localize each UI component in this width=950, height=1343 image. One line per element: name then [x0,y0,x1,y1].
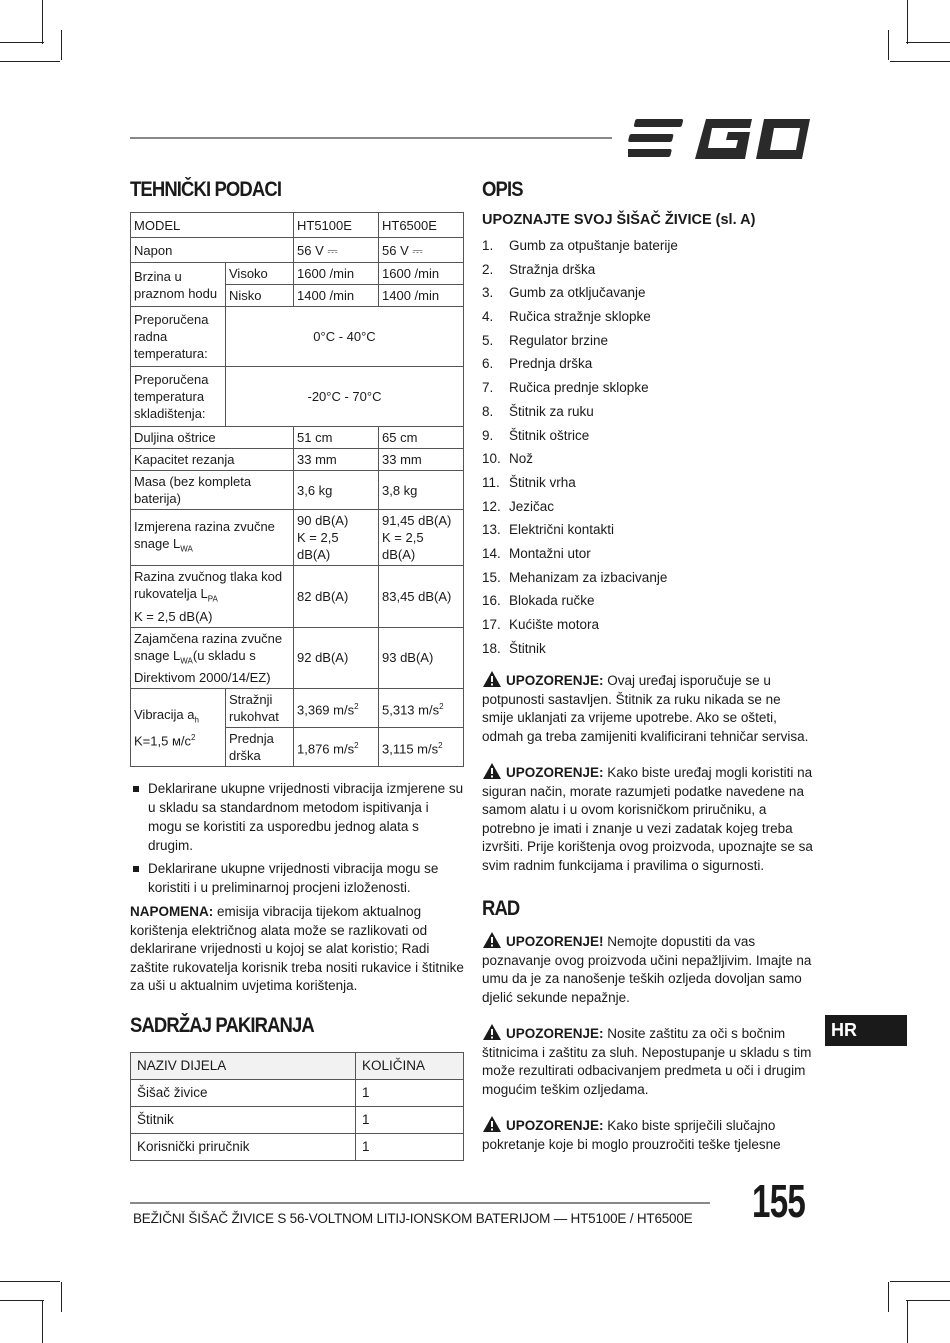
language-tab: HR [825,1015,907,1046]
sound-pressure-value: 83,45 dB(A) [379,566,464,628]
header-rule [130,137,612,139]
warning-icon [482,931,502,949]
warning-icon [482,762,502,780]
crop-mark [906,1300,950,1301]
speed-value: 1400 /min [294,285,379,307]
warning-paragraph: UPOZORENJE: Nosite zaštitu za oči s bočnim štitnicima i zaštitu za sluh. Nepostupanje u skladu s tim može rezultirati odbacivanjem predmeta u oči i drugim mogućim teškim ozljedama. [482,1023,814,1099]
guaranteed-sound-value: 93 dB(A) [379,627,464,689]
spec-table [130,212,464,767]
list-item: 4. Ručica stražnje sklopke [482,309,651,325]
tech-data-heading: TEHNIČKI PODACI [130,178,282,201]
mass-label: Masa (bez kompleta baterija) [131,471,294,510]
vibration-notes [130,779,464,897]
crop-mark [888,30,889,60]
operation-heading: RAD [482,897,520,921]
list-item: 12. Jezičac [482,498,555,514]
ego-logo [628,117,814,159]
footer-title: BEŽIČNI ŠIŠAČ ŽIVICE S 56-VOLTNOM LITIJ-IONSKOM BATERIJOM — HT5100E / HT6500E [133,1211,693,1226]
cut-capacity-label: Kapacitet rezanja [131,449,294,471]
crop-mark [890,61,950,62]
note-paragraph: NAPOMENA: emisija vibracija tijekom aktualnog korištenja električnog alata može se razlikovati od deklarirane vrijednosti u kojoj se alat koristio; Radi zaštite rukovatelja korisnik treba nositi rukavice i štitnike za uši u aktualnim uvjetima korištenja. [130,904,464,994]
part-qty: 1 [356,1133,464,1160]
crop-mark [0,1300,44,1301]
vibration-label: Vibracija $a_h$ K=1,5 $м/с^2$ [131,689,226,767]
speed-value: 1600 /min [294,263,379,285]
parts-list [482,234,814,660]
list-item: 2. Stražnja drška [482,261,596,277]
list-item: 5. Regulator brzine [482,332,609,348]
list-item: 16. Blokada ručke [482,593,595,609]
speed-low-label: Nisko [226,285,294,307]
crop-mark [907,1300,908,1343]
table-row [131,1106,464,1133]
crop-mark [890,1281,950,1282]
mass-value: 3,6 kg [294,471,379,510]
table-row [131,307,464,367]
table-row [131,1133,464,1160]
table-row [131,566,464,628]
know-your-tool-subheading: UPOZNAJTE SVOJ ŠIŠAČ ŽIVICE (sl. A) [482,212,756,228]
table-row [131,1052,464,1079]
vibration-value: 3,115 $m/s^2$ [379,728,464,767]
table-row [131,510,464,566]
mass-value: 3,8 kg [379,471,464,510]
page-number: 155 [752,1175,806,1227]
dc-symbol-icon: ⎓ [327,242,338,258]
work-temp-value: 0°C - 40°C [226,307,464,367]
crop-mark [888,1282,889,1312]
warning-icon [482,1115,502,1133]
sound-power-value: 90 dB(A) K = 2,5 dB(A) [294,510,379,566]
list-item: 15. Mehanizam za izbacivanje [482,569,668,585]
table-row [131,367,464,427]
table-row [131,471,464,510]
blade-length-value: 51 cm [294,427,379,449]
part-name: Štitnik [131,1106,356,1133]
table-row [131,427,464,449]
sound-power-label: Izmjerena razina zvučne snage $L_{WA}$ [131,510,294,566]
vibration-value: 5,313 $m/s^2$ [379,689,464,728]
sound-power-value: 91,45 dB(A) K = 2,5 dB(A) [379,510,464,566]
cut-capacity-value: 33 mm [294,449,379,471]
list-item: 13. Električni kontakti [482,522,615,538]
list-item: 6. Prednja drška [482,356,593,372]
crop-mark [42,0,43,44]
warning-paragraph: UPOZORENJE: Ovaj uređaj isporučuje se u potpunosti sastavljen. Štitnik za ruku nikada se ne smije uklanjati za vrijeme upotrebe. Ako se ošteti, odmah ga treba zamijeniti kvalificirani tehničar servisa. [482,670,814,746]
sound-pressure-value: 82 dB(A) [294,566,379,628]
list-item: 7. Ručica prednje sklopke [482,380,649,396]
crop-mark [906,42,950,43]
speed-high-label: Visoko [226,263,294,285]
speed-label: Brzina u praznom hodu [131,263,226,307]
list-item: 1. Gumb za otpuštanje baterije [482,238,678,253]
crop-mark [0,61,60,62]
model-label: MODEL [131,213,294,238]
warning-paragraph: UPOZORENJE! Nemojte dopustiti da vas poznavanje ovog proizvoda učini nepažljivim. Imajte na umu da je za nanošenje teških ozljeda dovoljan samo djelić sekunde nepažnje. [482,931,814,1007]
quantity-header: KOLIČINA [356,1052,464,1079]
list-item: 8. Štitnik za ruku [482,403,594,419]
list-item: 17. Kućište motora [482,617,600,632]
crop-mark [0,42,44,43]
table-row [131,627,464,689]
model-ht6500e: HT6500E [379,213,464,238]
speed-value: 1400 /min [379,285,464,307]
list-item: 10. Nož [482,451,534,467]
blade-length-label: Duljina oštrice [131,427,294,449]
voltage-value: 56 V ⎓ [379,238,464,263]
table-row [131,449,464,471]
left-column [130,178,464,1161]
dc-symbol-icon: ⎓ [412,242,423,258]
part-qty: 1 [356,1106,464,1133]
speed-value: 1600 /min [379,263,464,285]
list-item: 9. Štitnik oštrice [482,427,590,443]
crop-mark [61,1282,62,1312]
part-name: Korisnički priručnik [131,1133,356,1160]
table-row [131,213,464,238]
list-item: Deklarirane ukupne vrijednosti vibracija mogu se koristiti i u preliminarnoj procjeni izloženosti. [130,859,464,897]
right-column [482,178,814,1170]
model-ht5100e: HT5100E [294,213,379,238]
storage-temp-label: Preporučena temperatura skladištenja: [131,367,226,427]
voltage-label: Napon [131,238,294,263]
list-item: 14. Montažni utor [482,545,591,561]
vibration-value: 3,369 $m/s^2$ [294,689,379,728]
guaranteed-sound-label: Zajamčena razina zvučne snage $L_{WA}(u$ skladu s Direktivom 2000/14/EZ) [131,627,294,689]
warning-paragraph: UPOZORENJE: Kako biste uređaj mogli koristiti na siguran način, morate razumjeti podatke navedene na samom alatu i u ovom korisničkom priručniku, a potrebno je imati i znanje u vezi zadatak kojeg treba izvršiti. Prije korištenja ovog proizvoda, upoznajte se sa svim radnim funkcijama i pravilima o sigurnosti. [482,762,814,875]
list-item: 3. Gumb za otključavanje [482,285,646,301]
list-item: 11. Štitnik vrha [482,474,576,490]
crop-mark [907,0,908,44]
part-name: Šišač živice [131,1079,356,1106]
front-handle-label: Prednja drška [226,728,294,767]
warning-icon [482,670,502,688]
cut-capacity-value: 33 mm [379,449,464,471]
table-row [131,238,464,263]
guaranteed-sound-value: 92 dB(A) [294,627,379,689]
list-item: 18. Štitnik [482,640,546,656]
storage-temp-value: -20°C - 70°C [226,367,464,427]
package-contents-heading: SADRŽAJ PAKIRANJA [130,1013,314,1037]
table-row [131,1079,464,1106]
package-table [130,1052,464,1161]
crop-mark [0,1281,60,1282]
vibration-value: 1,876 $m/s^2$ [294,728,379,767]
table-row [131,263,464,285]
sound-pressure-label: Razina zvučnog tlaka kod rukovatelja $L_{PA}$ K = 2,5 dB(A) [131,566,294,628]
description-heading: OPIS [482,178,523,201]
part-qty: 1 [356,1079,464,1106]
part-name-header: NAZIV DIJELA [131,1052,356,1079]
crop-mark [42,1300,43,1343]
blade-length-value: 65 cm [379,427,464,449]
work-temp-label: Preporučena radna temperatura: [131,307,226,367]
voltage-value: 56 V ⎓ [294,238,379,263]
warning-paragraph: UPOZORENJE: Kako biste spriječili slučajno pokretanje koje bi moglo prouzročiti teške tjelesne [482,1115,814,1154]
footer-rule [130,1202,710,1204]
rear-handle-label: Stražnji rukohvat [226,689,294,728]
warning-icon [482,1023,502,1041]
table-row [131,689,464,728]
crop-mark [61,30,62,60]
list-item: Deklarirane ukupne vrijednosti vibracija izmjerene su u skladu sa standardnom metodom ispitivanja i mogu se koristiti za usporedbu jednog alata s drugim. [130,779,464,855]
